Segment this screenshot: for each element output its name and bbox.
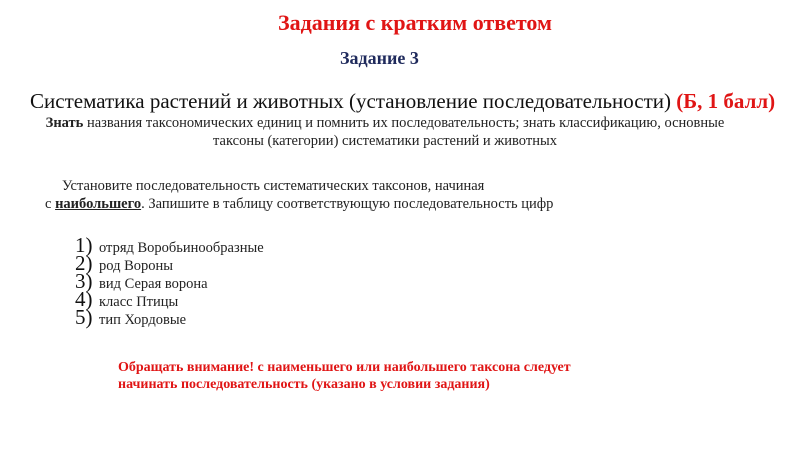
option-text: класс Птицы bbox=[99, 294, 179, 310]
option-number: 2) bbox=[75, 251, 93, 275]
knowledge-line1: названия таксономических единиц и помнить их последовательность; знать классификацию, основные bbox=[83, 115, 725, 131]
option-item bbox=[75, 233, 264, 257]
topic-heading bbox=[30, 89, 775, 114]
option-number: 1) bbox=[75, 233, 93, 257]
topic-points: (Б, 1 балл) bbox=[676, 89, 776, 113]
options-list bbox=[75, 233, 264, 329]
note-line1: Обращать внимание! с наименьшего или наибольшего таксона следует bbox=[118, 360, 571, 375]
task-number: Задание 3 bbox=[340, 48, 419, 68]
option-number: 5) bbox=[75, 305, 93, 329]
option-number: 3) bbox=[75, 269, 93, 293]
task-line1: Установите последовательность систематических таксонов, начиная bbox=[62, 178, 485, 194]
knowledge-bold: Знать bbox=[45, 115, 84, 131]
option-text: тип Хордовые bbox=[99, 312, 186, 328]
task-prefix: с bbox=[45, 196, 56, 212]
note-line2: начинать последовательность (указано в условии задания) bbox=[118, 377, 490, 392]
option-text: род Вороны bbox=[99, 258, 174, 274]
slide-title: Задания с кратким ответом bbox=[278, 10, 552, 35]
task-emphasis: наибольшего bbox=[55, 196, 142, 212]
option-text: вид Серая ворона bbox=[99, 276, 208, 292]
task-suffix: . Запишите в таблицу соответствующую последовательность цифр bbox=[141, 196, 554, 212]
attention-note bbox=[118, 359, 571, 393]
knowledge-line2: таксоны (категории) систематики растений и животных bbox=[213, 133, 557, 149]
task-instruction bbox=[45, 177, 553, 213]
topic-text: Систематика растений и животных (установление последовательности) bbox=[30, 89, 672, 113]
option-text: отряд Воробьинообразные bbox=[99, 240, 264, 256]
knowledge-requirements bbox=[30, 114, 740, 150]
option-number: 4) bbox=[75, 287, 93, 311]
